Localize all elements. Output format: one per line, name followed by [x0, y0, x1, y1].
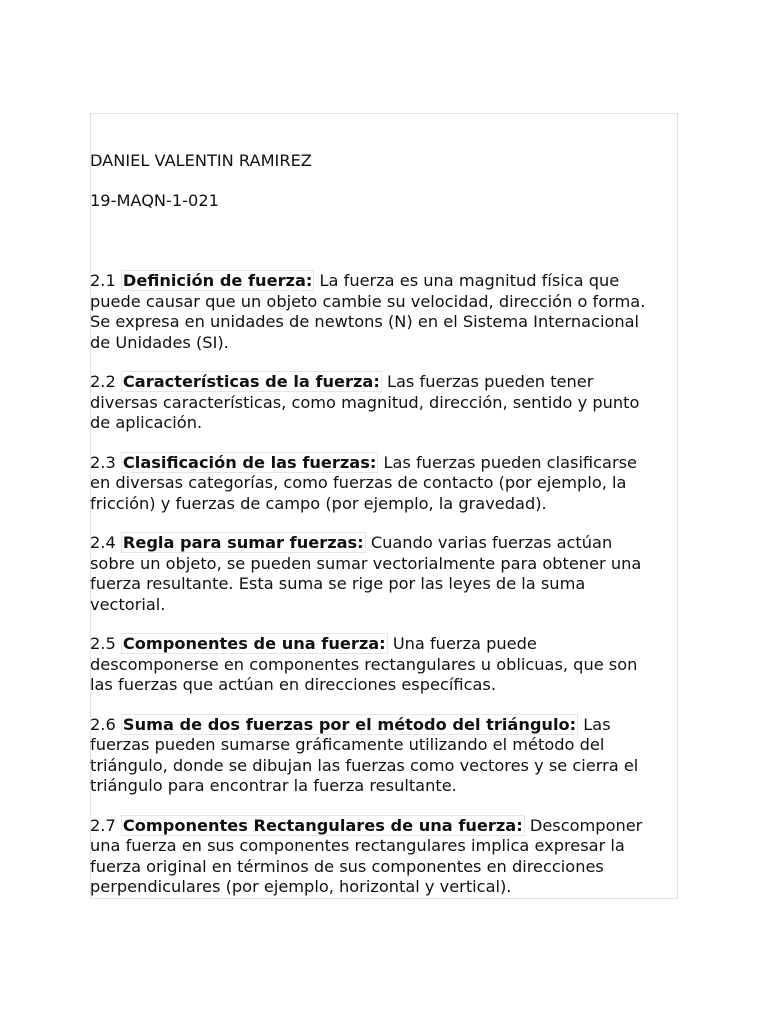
- section-term: Características de la fuerza:: [122, 372, 380, 391]
- section-text: Las fuerzas pueden tener: [386, 372, 594, 391]
- section-line: [90, 372, 678, 393]
- section-text: Descomponer: [529, 815, 643, 835]
- section-line: [90, 877, 678, 898]
- section-line: [90, 675, 678, 696]
- section-2-5: [90, 634, 678, 696]
- section-line: [90, 473, 678, 494]
- section-line: [90, 715, 678, 736]
- section-line: [90, 634, 678, 655]
- section-line: [90, 776, 678, 797]
- section-text: Se expresa en unidades de newtons (N) en el Sistema Internacional: [90, 312, 640, 331]
- section-line: [90, 735, 678, 756]
- section-text: puede causar que un objeto cambie su velocidad, dirección o forma.: [90, 291, 646, 311]
- section-text: Las: [583, 714, 611, 734]
- section-text: fuerza original en términos de sus componentes en direcciones: [90, 856, 604, 876]
- section-line: [90, 271, 678, 292]
- document-body: [90, 151, 678, 898]
- section-number: 2.6: [90, 714, 116, 734]
- section-text: en diversas categorías, como fuerzas de contacto (por ejemplo, la: [90, 473, 627, 492]
- section-text: La fuerza es una magnitud física que: [319, 271, 620, 290]
- section-term: Componentes Rectangulares de una fuerza:: [122, 815, 523, 835]
- section-2-7: [90, 816, 678, 898]
- section-text: de Unidades (SI).: [90, 332, 229, 352]
- section-text: Cuando varias fuerzas actúan: [370, 533, 613, 552]
- section-line: [90, 413, 678, 434]
- section-text: descomponerse en componentes rectangulares u oblicuas, que son: [90, 654, 638, 674]
- section-term: Suma de dos fuerzas por el método del triángulo:: [122, 714, 577, 734]
- section-line: [90, 857, 678, 878]
- section-number: 2.5: [90, 634, 116, 653]
- section-number: 2.2: [90, 372, 116, 391]
- section-line: [90, 816, 678, 837]
- section-text: las fuerzas que actúan en direcciones específicas.: [90, 675, 496, 694]
- section-text: perpendiculares (por ejemplo, horizontal y vertical).: [90, 877, 512, 896]
- section-line: [90, 292, 678, 313]
- section-term: Definición de fuerza:: [122, 271, 313, 290]
- section-number: 2.3: [90, 452, 116, 472]
- section-text: fuerza resultante. Esta suma se rige por las leyes de la suma: [90, 574, 586, 593]
- section-line: [90, 333, 678, 354]
- section-text: fuerzas pueden sumarse gráficamente utilizando el método del: [90, 735, 605, 754]
- section-term: Regla para sumar fuerzas:: [122, 533, 364, 552]
- section-text: una fuerza en sus componentes rectangulares implica expresar la: [90, 836, 625, 855]
- section-line: [90, 756, 678, 777]
- section-number: 2.7: [90, 815, 116, 835]
- section-2-6: [90, 715, 678, 797]
- section-2-4: [90, 533, 678, 615]
- section-text: triángulo para encontrar la fuerza resultante.: [90, 776, 457, 795]
- section-term: Clasificación de las fuerzas:: [122, 452, 377, 472]
- section-line: [90, 595, 678, 616]
- section-text: de aplicación.: [90, 413, 203, 432]
- section-text: Una fuerza puede: [392, 634, 537, 653]
- section-number: 2.4: [90, 533, 116, 552]
- section-2-1: [90, 271, 678, 353]
- sections-list: [90, 271, 678, 898]
- section-line: [90, 533, 678, 554]
- section-term: Componentes de una fuerza:: [122, 634, 386, 653]
- section-number: 2.1: [90, 271, 116, 290]
- section-line: [90, 836, 678, 857]
- section-line: [90, 574, 678, 595]
- section-line: [90, 393, 678, 414]
- section-line: [90, 655, 678, 676]
- section-line: [90, 312, 678, 333]
- author-name: DANIEL VALENTIN RAMIREZ: [90, 151, 312, 170]
- section-line: [90, 453, 678, 474]
- section-2-3: [90, 453, 678, 515]
- student-id: 19-MAQN-1-021: [90, 190, 219, 210]
- section-text: fricción) y fuerzas de campo (por ejemplo, la gravedad).: [90, 493, 547, 513]
- section-text: Las fuerzas pueden clasificarse: [383, 452, 637, 472]
- section-text: triángulo, donde se dibujan las fuerzas como vectores y se cierra el: [90, 755, 639, 775]
- section-line: [90, 554, 678, 575]
- section-text: diversas características, como magnitud, dirección, sentido y punto: [90, 392, 640, 412]
- section-text: sobre un objeto, se pueden sumar vectorialmente para obtener una: [90, 553, 642, 573]
- section-2-2: [90, 372, 678, 434]
- section-line: [90, 494, 678, 515]
- section-text: vectorial.: [90, 594, 166, 614]
